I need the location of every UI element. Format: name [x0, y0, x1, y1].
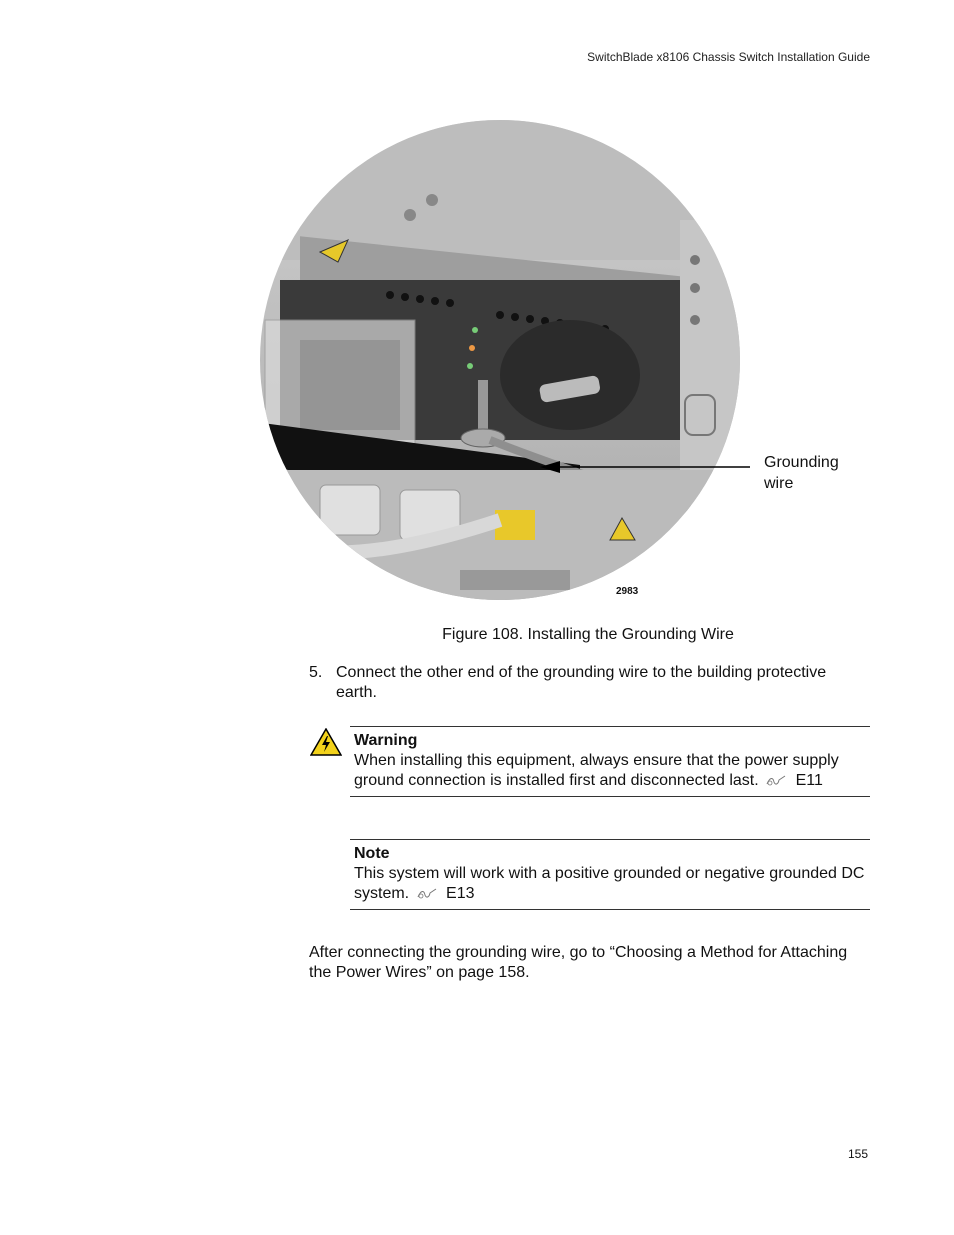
callout-line1: Grounding [764, 454, 839, 471]
body-paragraph: After connecting the grounding wire, go to “Choosing a Method for Attaching the Power Wires” on page 158. [309, 944, 848, 981]
step-item [309, 663, 869, 703]
note-ref: E13 [446, 885, 475, 902]
warning-text: When installing this equipment, always ensure that the power supply ground connection is installed first and disconnected last. [354, 752, 839, 789]
step-number: 5. [309, 664, 323, 681]
warning-box [350, 726, 870, 797]
figure-caption: Figure 108. Installing the Grounding Wire [442, 626, 734, 643]
step-text: Connect the other end of the grounding wire to the building protective earth. [336, 664, 827, 701]
figure-callout [764, 452, 864, 494]
note-title: Note [354, 845, 390, 862]
page-number: 155 [847, 1147, 868, 1161]
note-box [350, 839, 870, 910]
warning-ref: E11 [795, 772, 823, 789]
image-code: 2983 [616, 586, 639, 597]
running-header: SwitchBlade x8106 Chassis Switch Installation Guide [587, 50, 870, 64]
translation-ref-icon [416, 888, 440, 900]
warning-title: Warning [354, 732, 418, 749]
translation-ref-icon [765, 775, 789, 787]
callout-line2: wire [764, 475, 794, 492]
warning-icon [310, 728, 342, 756]
note-text: This system will work with a positive grounded or negative grounded DC system. [354, 865, 865, 902]
grounding-wire-illustration [240, 120, 760, 605]
